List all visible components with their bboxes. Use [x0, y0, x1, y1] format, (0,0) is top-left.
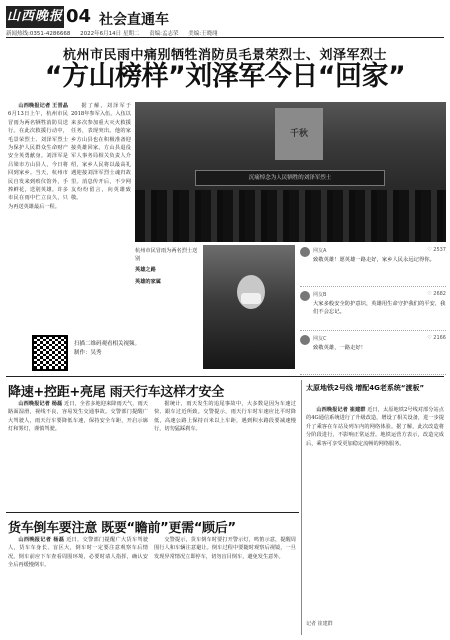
article-headline: “方山榜样”刘泽军今日“回家”	[44, 61, 406, 92]
sidebar-footnote: 记者 崔建群	[306, 621, 333, 627]
header-meta	[6, 29, 226, 37]
comment-item	[300, 289, 446, 331]
comment-user: 网友A	[313, 248, 327, 254]
comment-item	[300, 245, 446, 287]
like-count: ♡ 2537	[427, 247, 446, 253]
sidebar-body	[306, 406, 444, 616]
article2-body-text-2: 据统计，雨天发生的追尾事故中，大多数是因为车速过快、跟车过近所致。交警提示，雨天行车时车速应比平时降低，高速公路上保持百米以上车距，遇到积水路段要减速慢行，切勿猛踩刹车。	[154, 401, 296, 433]
crowd-silhouette	[135, 190, 446, 242]
sidebar-byline: 山西晚报记者 崔建群	[316, 407, 366, 413]
designer: 美编:王晓翊	[188, 31, 218, 37]
qr-caption-1: 扫描二维码观看相关视频。	[74, 341, 141, 347]
section-title: 社会直通车	[99, 12, 169, 28]
memorial-sign: 千秋	[275, 108, 323, 160]
page-header	[6, 4, 444, 38]
sidebar-headline: 太原地铁2号线 增配4G老系统“渡板”	[306, 384, 425, 392]
article2-body-text: 近日，全省多地迎来降雨天气，雨天路面湿滑，视线不良，容易发生交通事故。交警部门提醒广大驾驶人，雨天行车要降低车速，保持安全车距，开启示廓灯和雾灯，谨慎驾驶。	[8, 401, 148, 433]
qr-caption-2: 制作：吴秀	[74, 350, 102, 356]
avatar	[300, 247, 310, 257]
article-body-text: 6月13日上午，杭州市民冒雨为两名牺牲消防员送行。在此次救援行动中，毛景荣烈士、刘泽军烈士为保护人民群众生命财产安全英勇献身。刘泽军是吕梁市方山县人，今日将回到家乡。当天，杭州市民自发来到殡仪馆外，手捧鲜花，送别英雄。许多市民在雨中伫立良久，只为再送英雄最后一程。	[8, 111, 68, 210]
article2-headline: 降速+控距+亮尾 雨天行车这样才安全	[8, 385, 224, 400]
comment-item	[300, 333, 446, 375]
comment-text: 致敬英雄，一路走好！	[313, 345, 366, 351]
memorial-banner: 沉痛悼念为人民牺牲的刘泽军烈士	[195, 170, 385, 186]
caption-2: 英雄之路	[135, 267, 156, 274]
article3-byline: 山西晚报记者 杨磊	[18, 537, 65, 543]
section-divider-2	[6, 512, 299, 513]
article-body-text-2: 据了解，刘泽军于2018年参军入伍，入伍以来多次参加重大灭火救援任务，表现突出。他的家乡方山县也在积极准备迎接英雄回家。方山县退役军人事务局相关负责人介绍，家乡人民将以最高礼遇迎接刘泽军烈士魂归故里。消息传开后，不少网友纷纷留言，向英雄致敬。	[71, 103, 131, 202]
caption-3: 英雄的家属	[135, 278, 161, 285]
article2-body-col2	[154, 400, 296, 510]
hotline: 新闻热线:0351-4286668	[6, 31, 71, 37]
editor: 责编:孟志荣	[149, 31, 179, 37]
comment-user: 网友C	[313, 336, 327, 342]
mourner-mask	[241, 293, 261, 304]
qr-caption	[74, 340, 140, 358]
mourner-photo	[203, 245, 295, 369]
issue-date: 2022年6月14日 星期二	[80, 31, 140, 37]
caption-1: 杭州市民冒雨为两名烈士送别	[135, 248, 198, 263]
qr-code-icon[interactable]	[32, 335, 68, 371]
like-count: ♡ 2166	[427, 335, 446, 341]
comment-user: 网友B	[313, 292, 327, 298]
avatar	[300, 335, 310, 345]
article3-body-text: 近日，交警部门提醒广大货车驾驶人，货车车身长、盲区大，倒车时一定要注意观察车后情况。倒车前应下车查看周围环境，必要时请人指挥，确认安全后再缓慢倒车。	[8, 537, 148, 569]
article-byline: 山西晚报记者 王晋晶	[18, 103, 68, 109]
article3-body-text-2: 交警提示，货车倒车时要打开警示灯，鸣笛示意，提醒周围行人和车辆注意避让。倒车过程中要随时观察后视镜，一旦发现异常情况立即停车，切勿盲目倒车，避免发生意外。	[154, 537, 296, 560]
column-divider	[301, 380, 302, 635]
photo-captions	[135, 247, 200, 286]
like-count: ♡ 2682	[427, 291, 446, 297]
memorial-photo	[135, 102, 446, 242]
comment-list	[300, 245, 446, 377]
comment-text: 大家多般安全防护意识，英雄用生命守护我们的平安，我们不会忘记。	[313, 301, 446, 315]
comment-text: 致敬英雄！愿英雄一路走好，家乡人民永远记得你。	[313, 257, 435, 263]
article3-body-col1	[8, 536, 148, 634]
article3-body-col2	[154, 536, 296, 634]
article3-headline: 货车倒车要注意 既要“瞻前”更需“顾后”	[8, 521, 236, 536]
article-body-col1	[8, 102, 68, 330]
newspaper-logo: 山西晚报	[6, 6, 64, 28]
sidebar-body-text: 近日，太原地铁2号线对部分站点的4G通信系统进行了升级改造，增设了相关设备，进一步提升了乘客在车站及列车内的网络体验。据了解，此次改造将分阶段进行，不影响正常运营。地铁运营方表示，改造完成后，乘客可享受更加稳定流畅的网络服务。	[306, 407, 444, 447]
article2-byline: 山西晚报记者 杨磊	[18, 401, 63, 407]
article2-body-col1	[8, 400, 148, 510]
avatar	[300, 291, 310, 301]
page-number: 04	[66, 6, 92, 27]
article-body-col2	[71, 102, 131, 330]
section-divider	[6, 376, 444, 377]
article-kicker: 杭州市民雨中痛别牺牲消防员毛景荣烈士、刘泽军烈士	[62, 48, 387, 63]
